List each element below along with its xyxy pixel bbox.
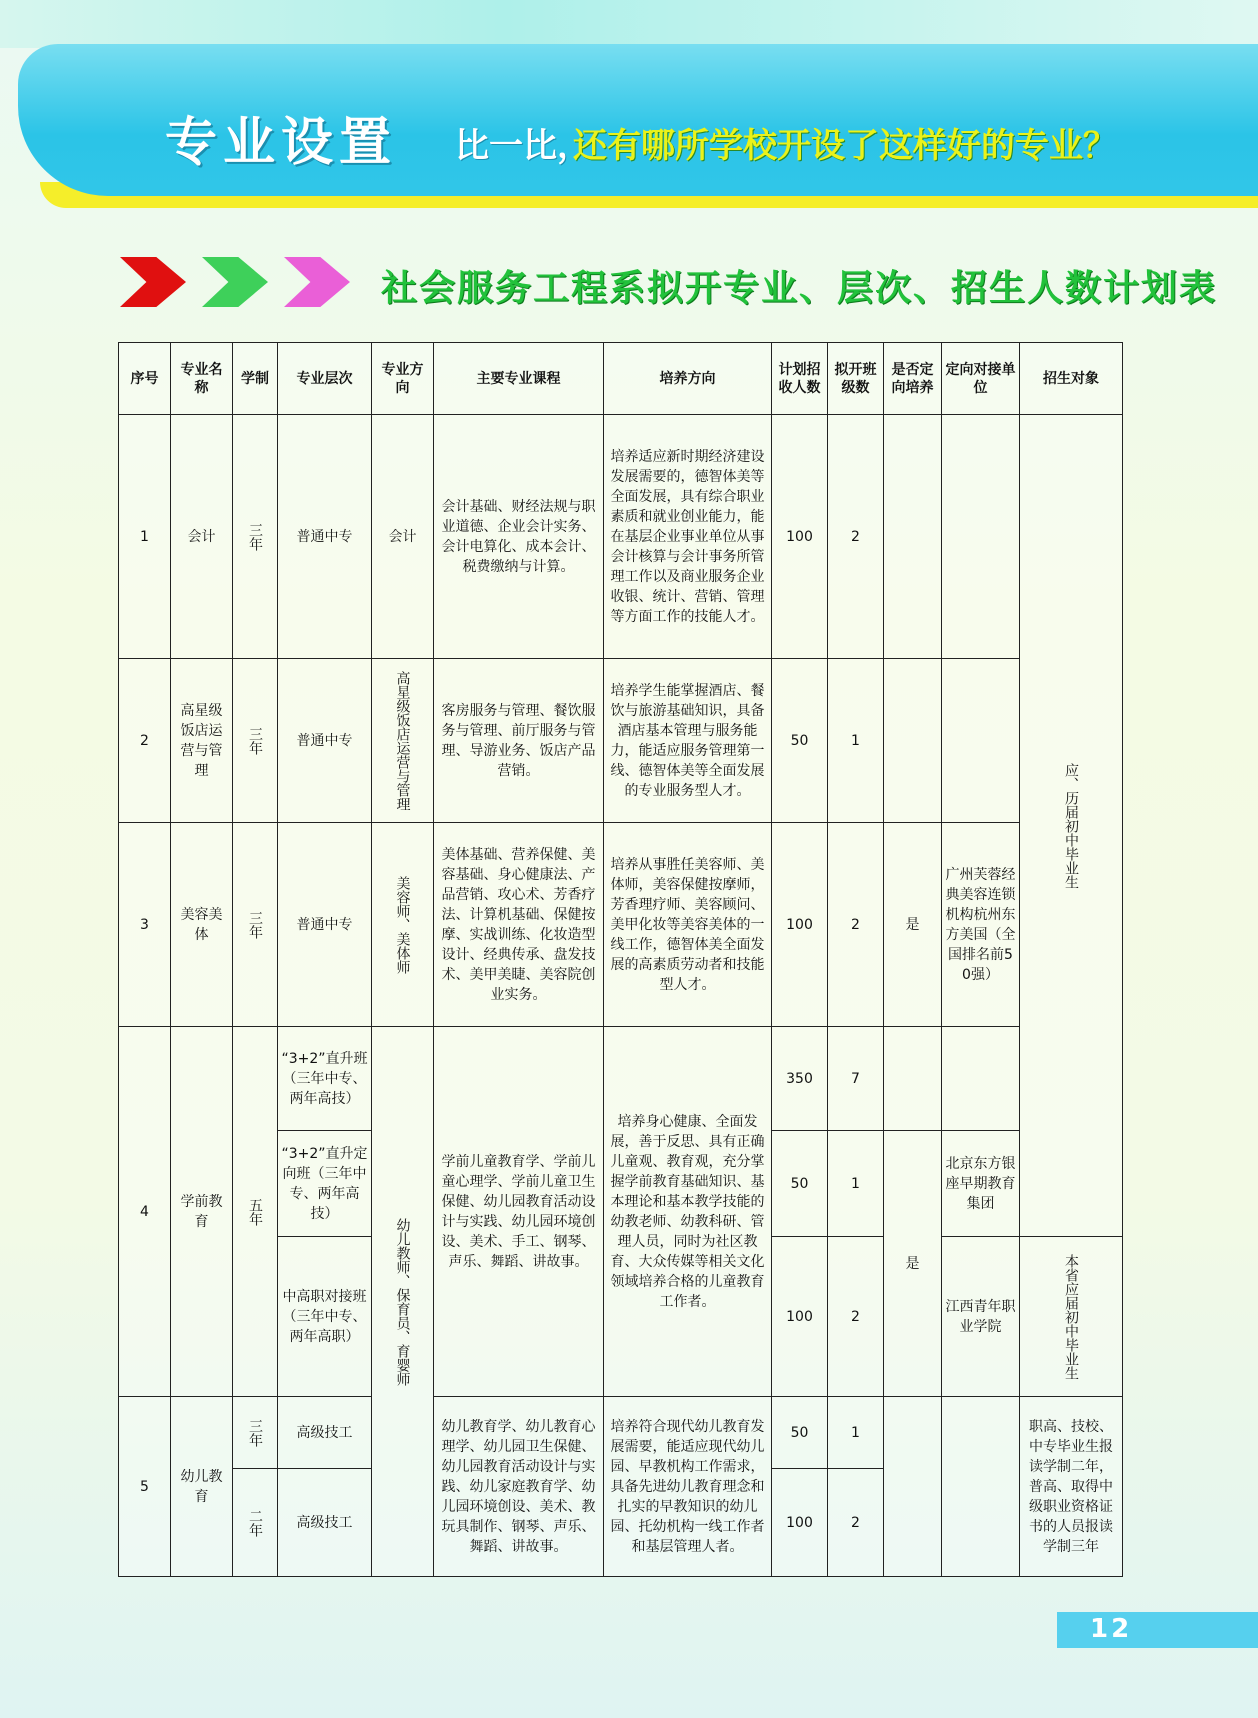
- row2-level: 普通中专: [278, 659, 372, 823]
- row4a-oriented: [884, 1027, 942, 1131]
- row2-partner: [942, 659, 1020, 823]
- row3-name: 美容美体: [171, 823, 233, 1027]
- row4c-enroll: 100: [772, 1237, 828, 1397]
- row1-years: 三年: [247, 522, 263, 551]
- table-row: [119, 1397, 1123, 1469]
- row2-enroll: 50: [772, 659, 828, 823]
- row3-partner: 广州芙蓉经典美容连锁机构杭州东方美国（全国排名前50强）: [942, 823, 1020, 1027]
- top-decor-strip: [0, 0, 1258, 48]
- row4a-level: “3+2”直升班（三年中专、两年高技）: [278, 1027, 372, 1131]
- row2-training: 培养学生能掌握酒店、餐饮与旅游基础知识，具备酒店基本管理与服务能力，能适应服务管理第一线、德智体美等全面发展的专业服务型人才。: [604, 659, 772, 823]
- row5a-years: 三年: [247, 1418, 263, 1447]
- row1-courses: 会计基础、财经法规与职业道德、企业会计实务、会计电算化、成本会计、税费缴纳与计算。: [434, 415, 604, 659]
- header-enroll: 计划招收人数: [772, 343, 828, 415]
- row4b-level: “3+2”直升定向班（三年中专、两年高技）: [278, 1131, 372, 1237]
- row5-seq: 5: [119, 1397, 171, 1577]
- header-direction: 专业方向: [372, 343, 434, 415]
- pink-arrow-icon: [284, 257, 350, 307]
- row4-name: 学前教育: [171, 1027, 233, 1397]
- row1-training: 培养适应新时期经济建设发展需要的，德智体美等全面发展，具有综合职业素质和就业创业能力，能在基层企业事业单位从事会计核算与会计事务所管理工作以及商业服务企业收银、统计、营销、管理等方面工作的技能人才。: [604, 415, 772, 659]
- row4c-level: 中高职对接班（三年中专、两年高职）: [278, 1237, 372, 1397]
- header-subtitle-prefix: 比一比，: [455, 126, 591, 166]
- row4-years: 五年: [247, 1197, 263, 1226]
- row3-seq: 3: [119, 823, 171, 1027]
- header-subtitle: 还有哪所学校开设了这样好的专业？: [573, 126, 1117, 166]
- row4b-enroll: 50: [772, 1131, 828, 1237]
- row4a-classes: 7: [828, 1027, 884, 1131]
- row4-oriented: 是: [884, 1131, 942, 1397]
- row3-direction: 美容师、美体师: [394, 875, 411, 974]
- row4a-enroll: 350: [772, 1027, 828, 1131]
- row3-years: 三年: [247, 910, 263, 939]
- row1-enroll: 100: [772, 415, 828, 659]
- table-row: [119, 823, 1123, 1027]
- header-training: 培养方向: [604, 343, 772, 415]
- row4-courses: 学前儿童教育学、学前儿童心理学、学前儿童卫生保健、幼儿园教育活动设计与实践、幼儿园环境创设、美术、手工、钢琴、声乐、舞蹈、讲故事。: [434, 1027, 604, 1397]
- page-number: 12: [1090, 1614, 1133, 1644]
- header-name: 专业名称: [171, 343, 233, 415]
- row1-level: 普通中专: [278, 415, 372, 659]
- row5a-level: 高级技工: [278, 1397, 372, 1469]
- header-seq: 序号: [119, 343, 171, 415]
- row4-training: 培养身心健康、全面发展，善于反思、具有正确儿童观、教育观，充分掌握学前教育基础知识、基本理论和基本教学技能的幼教老师、幼教科研、管理人员，同时为社区教育、大众传媒等相关文化领域培养合格的儿童教育工作者。: [604, 1027, 772, 1397]
- row4-seq: 4: [119, 1027, 171, 1397]
- row5b-level: 高级技工: [278, 1469, 372, 1577]
- row4a-partner: [942, 1027, 1020, 1131]
- row2-years: 三年: [247, 726, 263, 755]
- header-courses: 主要专业课程: [434, 343, 604, 415]
- header-level: 专业层次: [278, 343, 372, 415]
- row5-target: 职高、技校、中专毕业生报读学制二年，普高、取得中级职业资格证书的人员报读学制三年: [1020, 1397, 1123, 1577]
- header-target: 招生对象: [1020, 343, 1123, 415]
- row4b-partner: 北京东方银座早期教育集团: [942, 1131, 1020, 1237]
- header-oriented: 是否定向培养: [884, 343, 942, 415]
- row4c-partner: 江西青年职业学院: [942, 1237, 1020, 1397]
- table-header-row: [119, 343, 1123, 415]
- row1-partner: [942, 415, 1020, 659]
- row3-enroll: 100: [772, 823, 828, 1027]
- row4c-classes: 2: [828, 1237, 884, 1397]
- section-title: 社会服务工程系拟开专业、层次、招生人数计划表: [381, 268, 1218, 309]
- target-province-graduates: 本省应届初中毕业生: [1063, 1253, 1079, 1380]
- row1-seq: 1: [119, 415, 171, 659]
- row5b-classes: 2: [828, 1469, 884, 1577]
- row5a-enroll: 50: [772, 1397, 828, 1469]
- header-classes: 拟开班级数: [828, 343, 884, 415]
- red-arrow-icon: [120, 257, 186, 307]
- page-number-tab: [1057, 1612, 1258, 1648]
- row5b-years: 二年: [247, 1508, 263, 1537]
- row3-training: 培养从事胜任美容师、美体师，美容保健按摩师，芳香理疗师、美容顾问、美甲化妆等美容美体的一线工作，德智体美全面发展的高素质劳动者和技能型人才。: [604, 823, 772, 1027]
- row2-classes: 1: [828, 659, 884, 823]
- row5-oriented: [884, 1397, 942, 1577]
- row1-direction: 会计: [372, 415, 434, 659]
- row3-courses: 美体基础、营养保健、美容基础、身心健康法、产品营销、攻心术、芳香疗法、计算机基础、保健按摩、实战训练、化妆造型设计、经典传承、盘发技术、美甲美睫、美容院创业实务。: [434, 823, 604, 1027]
- row3-oriented: 是: [884, 823, 942, 1027]
- row5a-classes: 1: [828, 1397, 884, 1469]
- row1-oriented: [884, 415, 942, 659]
- row5-partner: [942, 1397, 1020, 1577]
- row2-courses: 客房服务与管理、餐饮服务与管理、前厅服务与管理、导游业务、饭店产品营销。: [434, 659, 604, 823]
- row5b-enroll: 100: [772, 1469, 828, 1577]
- green-arrow-icon: [202, 257, 268, 307]
- row5-training: 培养符合现代幼儿教育发展需要，能适应现代幼儿园、早教机构工作需求，具备先进幼儿教育理念和扎实的早教知识的幼儿园、托幼机构一线工作者和基层管理人者。: [604, 1397, 772, 1577]
- row4-direction: 幼儿教师、保育员、育婴师: [394, 1217, 411, 1386]
- row5-courses: 幼儿教育学、幼儿教育心理学、幼儿园卫生保健、幼儿园教育活动设计与实践、幼儿家庭教育学、幼儿园环境创设、美术、教玩具制作、钢琴、声乐、舞蹈、讲故事。: [434, 1397, 604, 1577]
- header-years: 学制: [233, 343, 278, 415]
- row2-oriented: [884, 659, 942, 823]
- row1-name: 会计: [171, 415, 233, 659]
- row1-classes: 2: [828, 415, 884, 659]
- row3-level: 普通中专: [278, 823, 372, 1027]
- target-junior-graduates: 应、历届初中毕业生: [1063, 762, 1079, 889]
- row5-name: 幼儿教育: [171, 1397, 233, 1577]
- table-row: [119, 659, 1123, 823]
- row2-name: 高星级饭店运营与管理: [171, 659, 233, 823]
- table-row: [119, 415, 1123, 659]
- row2-direction: 高星级饭店运营与管理: [394, 670, 411, 811]
- row3-classes: 2: [828, 823, 884, 1027]
- table-row: [119, 1027, 1123, 1131]
- page-title: 专业设置: [165, 113, 398, 173]
- row2-seq: 2: [119, 659, 171, 823]
- enrollment-plan-table: [118, 342, 1123, 1577]
- header-partner: 定向对接单位: [942, 343, 1020, 415]
- row4b-classes: 1: [828, 1131, 884, 1237]
